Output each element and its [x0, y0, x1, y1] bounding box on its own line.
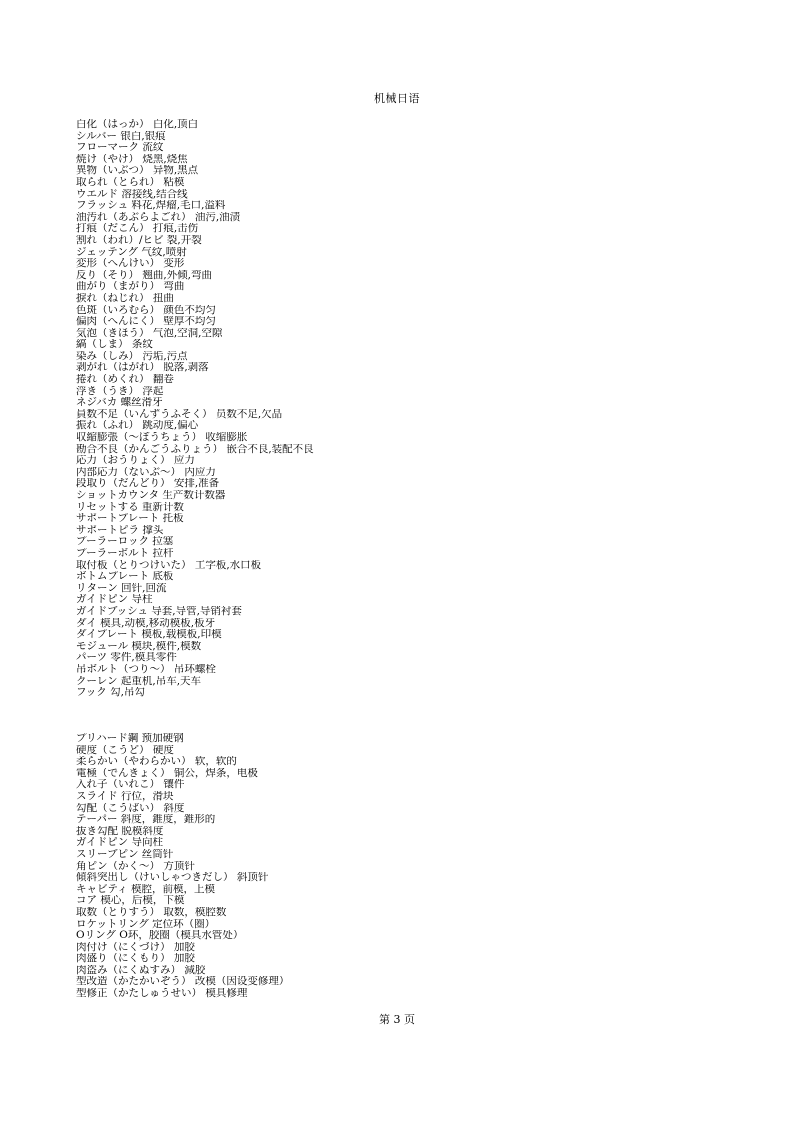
term-entry: 染み（しみ） 污垢,污点 — [76, 350, 188, 362]
term-entry: 勾配（こうばい） 斜度 — [76, 802, 185, 814]
term-entry: テーパー 斜度，錐度，錐形的 — [76, 814, 216, 826]
term-entry: シルバー 银白,银痕 — [76, 130, 166, 142]
term-entry: 白化（はっか） 白化,顶白 — [76, 119, 199, 130]
term-entry: 応力（おうりょく） 应力 — [76, 455, 195, 467]
term-entry: ジェッテング 气纹,喷射 — [76, 246, 187, 258]
term-entry: 縞（しま） 条纹 — [76, 339, 153, 351]
term-entry: 反り（そり） 翘曲,外倾,弯曲 — [76, 269, 213, 281]
term-entry: 内部応力（ないぶ～） 内应力 — [76, 466, 216, 478]
term-entry: 変形（へんけい） 变形 — [76, 258, 185, 270]
term-entry: 取数（とりすう） 取数，模腔数 — [76, 906, 227, 918]
term-entry: ガイドピン 导向柱 — [76, 837, 164, 849]
term-entry: 油汚れ（あぶらよごれ） 油污,油渍 — [76, 211, 241, 223]
term-entry: 振れ（ふれ） 跳动度,偏心 — [76, 420, 199, 432]
term-entry: 剥がれ（はがれ） 脱落,剥落 — [76, 362, 209, 374]
term-entry: ロケットリング 定位环（圈） — [76, 918, 216, 930]
term-entry: ショットカウンタ 生产数计数器 — [76, 490, 226, 501]
term-entry: 吊ボルト（つり～） 吊环螺栓 — [76, 663, 216, 675]
term-entry: 傾斜突出し（けいしゃつきだし） 斜顶针 — [76, 872, 269, 884]
term-entry: 入れ子（いれこ） 镶件 — [76, 779, 185, 791]
term-list-defects-and-mold-parts — [76, 119, 776, 699]
term-entry: リターン 回针,回流 — [76, 582, 167, 594]
term-entry: 取付板（とりつけいた） 工字板,水口板 — [76, 559, 262, 571]
term-entry: ウエルド 溶接线,结合线 — [76, 188, 188, 200]
term-entry: 型修正（かたしゅうせい） 模具修理 — [76, 988, 248, 1000]
term-entry: 焼け（やけ） 烧黑,烧焦 — [76, 153, 188, 165]
term-entry: 取られ（とられ） 粘模 — [76, 176, 185, 188]
term-entry: プリハード鋼 预加硬钢 — [76, 733, 184, 744]
term-entry: 割れ（われ）/ヒビ 裂,开裂 — [76, 234, 202, 246]
term-entry: Oリング O环，胶圈（模具水管处） — [76, 930, 244, 942]
term-list-mold-terms — [76, 733, 776, 1000]
term-entry: 角ピン（かく～） 方顶针 — [76, 860, 195, 872]
page-title: 机械日语 — [374, 92, 420, 105]
term-entry: 抜き勾配 脱模斜度 — [76, 825, 164, 837]
term-entry: 浮き（うき） 浮起 — [76, 385, 164, 397]
term-entry: 肉盛り（にくもり） 加胶 — [76, 953, 195, 965]
term-entry: ダイプレート 模板,载模板,印模 — [76, 629, 222, 641]
term-entry: フック 勾,吊勾 — [76, 687, 145, 699]
term-entry: サポートピラ 撑头 — [76, 524, 164, 536]
term-entry: 勘合不良（かんごうふりょう） 嵌合不良,装配不良 — [76, 443, 314, 455]
page-number: 第 3 页 — [379, 1013, 415, 1026]
term-entry: 色斑（いろむら） 颜色不均匀 — [76, 304, 216, 316]
term-entry: サポートプレート 托板 — [76, 513, 184, 525]
term-entry: モジュール 模块,模件,模数 — [76, 640, 202, 652]
term-entry: 電極（でんきょく） 铜公，焊条，电极 — [76, 767, 258, 779]
term-entry: ダイ 模具,动模,移动模板,板牙 — [76, 617, 216, 629]
term-entry: 員数不足（いんずうふそく） 员数不足,欠品 — [76, 408, 283, 420]
term-entry: 型改造（かたかいぞう） 改模（因设变修理） — [76, 976, 290, 988]
term-entry: リセットする 重新计数 — [76, 501, 184, 513]
term-entry: 段取り（だんどり） 安排,准备 — [76, 478, 220, 490]
term-entry: スリーブピン 丝筒针 — [76, 848, 174, 860]
term-entry: 捲れ（めくれ） 翻卷 — [76, 374, 174, 386]
term-entry: スライド 行位，滑块 — [76, 790, 174, 802]
term-entry: 収縮膨張（～ぼうちょう） 收缩膨胀 — [76, 432, 248, 444]
term-entry: プーラーボルト 拉杆 — [76, 547, 174, 559]
term-entry: 硬度（こうど） 硬度 — [76, 744, 174, 756]
term-entry: ガイドピン 导柱 — [76, 594, 153, 606]
term-entry: ガイドブッシュ 导套,导管,导销衬套 — [76, 605, 242, 617]
term-entry: 肉付け（にくづけ） 加胶 — [76, 941, 195, 953]
term-entry: 曲がり（まがり） 弯曲 — [76, 281, 185, 293]
term-entry: フローマーク 流纹 — [76, 142, 164, 154]
term-entry: キャビティ 模腔，前模，上模 — [76, 883, 215, 895]
term-entry: プーラーロック 拉塞 — [76, 536, 174, 548]
term-entry: パーツ 零件,模具零件 — [76, 652, 177, 664]
term-entry: クーレン 起重机,吊车,天车 — [76, 675, 202, 687]
term-entry: 気泡（きほう） 气泡,空洞,空隙 — [76, 327, 223, 339]
term-entry: 肉盗み（にくぬすみ） 減胶 — [76, 964, 206, 976]
term-entry: 柔らかい（やわらかい） 软，软的 — [76, 756, 237, 768]
term-entry: 捩れ（ねじれ） 扭曲 — [76, 292, 174, 304]
term-entry: 異物（いぶつ） 异物,黑点 — [76, 165, 199, 177]
term-entry: 打痕（だこん） 打痕,击伤 — [76, 223, 199, 235]
term-entry: フラッシュ 料花,焊瘤,毛口,溢料 — [76, 200, 226, 212]
term-entry: 偏肉（へんにく） 壁厚不均匀 — [76, 316, 216, 328]
term-entry: ネジバカ 螺丝滑牙 — [76, 397, 163, 409]
term-entry: ボトムプレート 底板 — [76, 571, 174, 583]
term-entry: コア 模心，后模，下模 — [76, 895, 185, 907]
